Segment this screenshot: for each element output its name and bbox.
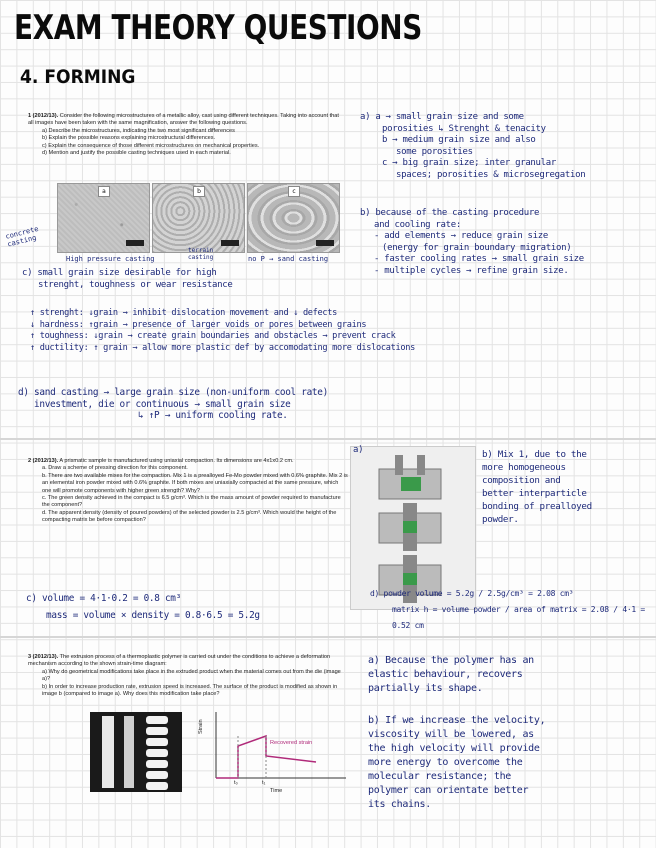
micrograph-b (152, 183, 245, 253)
answer-line: c → big grain size; inter granular (382, 158, 557, 169)
extrusion-photo (90, 712, 182, 792)
answer-line: partially its shape. (368, 683, 483, 694)
answer-line: the high velocity will provide (368, 743, 540, 754)
answer-line: c) small grain size desirable for high (22, 268, 217, 278)
answer-line: investment, die or continuous → small grain size (34, 398, 291, 410)
answer-3b (368, 714, 654, 812)
answer-line: spaces; porosities & microsegregation (396, 169, 586, 180)
answer-line: composition and (482, 475, 561, 486)
question-1-number: 1 (2012/13). (28, 113, 59, 119)
answer-line: d) sand casting → large grain size (non-uniform cool rate) (18, 387, 328, 398)
micrograph-a (57, 183, 150, 253)
answer-1c-body (30, 308, 650, 355)
question-3 (28, 654, 348, 698)
question-2-intro: A prismatic sample is manufactured using uniaxial compaction. Its dimensions are 4x1x0.2 cm. (59, 458, 294, 464)
answer-3a (368, 654, 654, 696)
question-1-item: d) Mention and justify the possible casting techniques used in each material. (42, 150, 231, 157)
answer-2b (482, 448, 652, 526)
strain-time-plot (196, 706, 356, 796)
answer-line: more homogeneous (482, 462, 566, 473)
pressing-diagram (351, 447, 475, 609)
question-2-item: a. Draw a scheme of pressing direction for this component. (42, 465, 188, 472)
question-1 (28, 113, 346, 157)
answer-line: bonding of prealloyed (482, 501, 592, 512)
answer-line: more energy to overcome the (368, 757, 523, 768)
answer-line: b) If we increase the velocity, (368, 715, 546, 726)
answer-line: b → medium grain size and also (382, 135, 536, 146)
answer-line: mass = volume × density = 0.8·6.5 = 5.2g (46, 610, 260, 621)
question-1-item: b) Explain the possible reasons explaining microstructural differences. (42, 135, 216, 142)
section-divider (0, 636, 656, 638)
answer-line: ↑ strenght: ↓grain → inhibit dislocation movement and ↓ defects (30, 308, 338, 318)
answer-line: matrix h = volume powder / area of matrix = 2.08 / 4·1 = 0.52 cm (392, 605, 645, 630)
answer-1c-head (22, 268, 362, 291)
answer-line: ↑ toughness: ↓grain → create grain boundaries and obstacles → prevent crack (30, 331, 396, 342)
scale-bar (221, 240, 239, 246)
casting-tag-b: terrain casting (188, 247, 214, 261)
scale-bar (126, 240, 144, 246)
answer-line: b) Mix 1, due to the (482, 449, 587, 460)
question-1-intro: Consider the following microstructures of a metallic alloy, cast using different techniques. Taking into account that all images have been taken with the same magnification, answer the following questions. (28, 113, 339, 127)
graph-t1: t₁ (262, 780, 266, 786)
question-1-item: c) Explain the consequence of those different microstructures on mechanical properties. (42, 142, 260, 149)
answer-line: better interparticle (482, 488, 587, 499)
answer-line: and cooling rate: (374, 219, 462, 230)
question-3-number: 3 (2012/13). (28, 654, 59, 660)
answer-2c (26, 590, 346, 624)
answer-1d (18, 387, 618, 422)
graph-xlabel: Time (270, 788, 283, 794)
micrograph-c (247, 183, 340, 253)
answer-line: powder. (482, 514, 519, 525)
answer-line: porosities ↳ Strenght & tenacity (382, 123, 546, 134)
answer-line: ↑ ductility: ↑ grain → allow more plastic def by accomodating more dislocations (30, 343, 416, 354)
margin-note: concrete casting (4, 224, 40, 249)
graph-ylabel: Strain (198, 719, 204, 734)
answer-line: - faster cooling rates → small grain size (374, 254, 584, 265)
answer-line: a) Because the polymer has an (368, 655, 534, 666)
section-divider (0, 438, 656, 440)
scale-bar (316, 240, 334, 246)
answer-line: its chains. (368, 799, 431, 810)
answer-line: b) because of the casting procedure (360, 208, 540, 218)
graph-annotation: Recovered strain (270, 740, 313, 746)
answer-line: ↳ ↑P → uniform cooling rate. (138, 410, 288, 422)
micrograph-label: c (288, 186, 300, 197)
answer-line: d) powder volume = 5.2g / 2.5g/cm³ = 2.08 cm³ (370, 589, 574, 598)
question-3-item: a) Why do geometrical modifications take place in the extruded product when the material comes out from the die (image a)? (42, 668, 341, 683)
graph-t0: t₀ (234, 780, 238, 786)
answer-line: - multiple cycles → refine grain size. (374, 265, 569, 276)
question-2-number: 2 (2012/13). (28, 458, 59, 464)
strain-time-graph (196, 706, 356, 796)
answer-line: ↓ hardness: ↑grain → presence of larger voids or pores between grains (30, 319, 367, 330)
casting-tag-a: High pressure casting (66, 255, 155, 263)
question-2-item: c. The green density achieved in the compact is 6.5 g/cm³. Which is the mass amount of powder required to manufacture the component? (42, 495, 341, 509)
answer-line: some porosities (396, 146, 473, 157)
answer-1b (360, 208, 655, 278)
question-2-item: d. The apparent density (density of poured powders) of the selected powder is 2.5 g/cm³. Which would the height of the compacting matrix be before compaction? (42, 509, 337, 524)
micrograph-label: b (193, 186, 205, 197)
scheme-label: a) (353, 445, 364, 455)
question-3-item: b) In order to increase production rate, extrusion speed is increased. The surface of the product is modified as shown in image b (compared to image a). Why does this modification take place? (42, 683, 338, 698)
answer-1a (360, 112, 655, 182)
question-1-item: a) Describe the microstructures, indicating the two most significant differences (42, 127, 235, 134)
answer-line: strenght, toughness or wear resistance (38, 279, 233, 290)
question-3-intro: The extrusion process of a thermoplastic polymer is carried out under the conditions to achieve a deformation mechanism according to the shown strain-time diagram: (28, 654, 331, 668)
answer-line: a) a → small grain size and some (360, 112, 524, 122)
extrusion-photo-drawing (90, 712, 182, 792)
answer-2d (370, 586, 654, 634)
answer-line: polymer can orientate better (368, 785, 529, 796)
casting-tag-c: no P → sand casting (248, 255, 329, 263)
page-title: EXAM THEORY QUESTIONS (14, 8, 422, 48)
answer-line: c) volume = 4·1·0.2 = 0.8 cm³ (26, 593, 181, 604)
answer-line: - add elements → reduce grain size (374, 231, 549, 242)
answer-line: elastic behaviour, recovers (368, 669, 523, 680)
question-2-item: b. There are two available mixes for the compaction. Mix 1 is a prealloyed Fe-Mo powder mixed with 0.6% graphite. Mix 2 is an elemental iron powder mixed with 0.6% graphite. If both mixes are uniaxially compacted at the same pressure, which one will promote components with higher green strength? Why? (42, 472, 348, 494)
micrograph-label: a (98, 186, 110, 197)
answer-line: viscosity will be lowered, as (368, 729, 534, 740)
answer-line: (energy for grain boundary migration) (382, 242, 572, 253)
section-title: 4. FORMING (20, 66, 136, 88)
question-2 (28, 458, 348, 525)
answer-line: molecular resistance; the (368, 771, 512, 782)
